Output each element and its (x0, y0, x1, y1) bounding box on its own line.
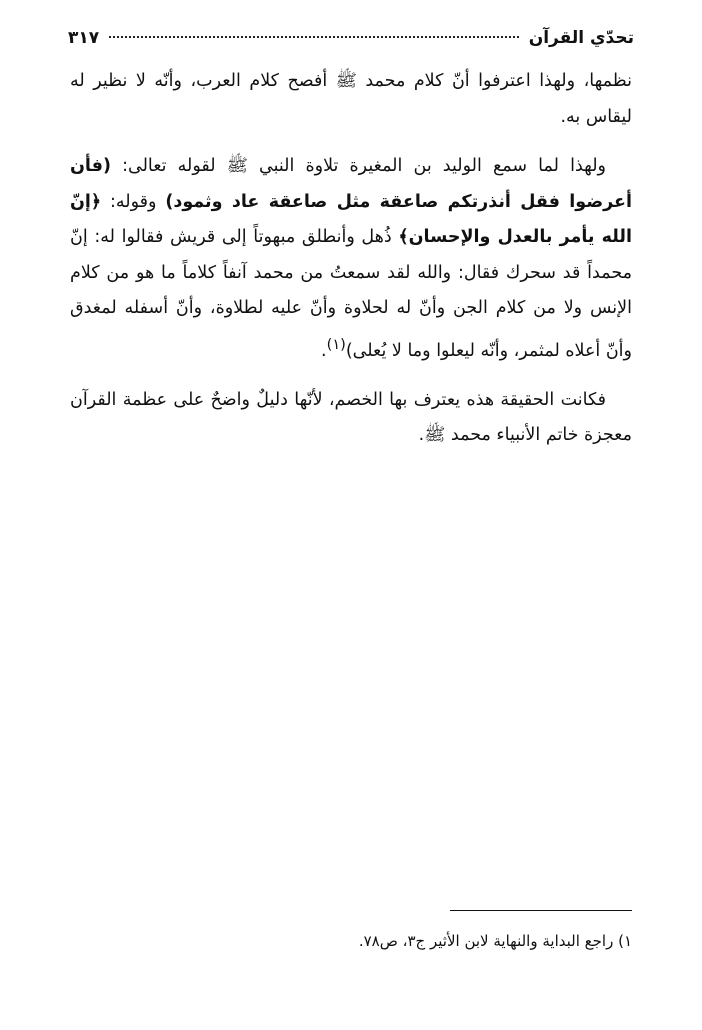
paragraph-2 (70, 149, 632, 369)
running-header (68, 28, 634, 48)
paragraph-3: فكانت الحقيقة هذه يعترف بها الخصم، لأنّها دليلٌ واضحٌ على عظمة القرآن معجزة خاتم الأنبياء محمد ﷺ. (70, 389, 632, 446)
header-title: تحدّي القرآن (528, 28, 634, 48)
footnote: ١) راجع البداية والنهاية لابن الأثير ج٣، ص٧٨. (358, 932, 632, 950)
footnote-reference: (١) (326, 335, 346, 353)
paragraph-2-end: . (321, 340, 327, 361)
paragraph-1: نظمها، ولهذا اعترفوا أنّ كلام محمد ﷺ أفصح كلام العرب، وأنّه لا نظير له ليقاس به. (70, 71, 632, 127)
paragraph-2-rest: ذُهل وأنطلق مبهوتاً إلى قريش فقالوا له: إنّ محمداً قد سحرك فقال: والله لقد سمعتُ من محمد آنفاً كلاماً ما هو من كلام الإنس ولا من كلام الجن وأنّ له لحلاوة وأنّ عليه لطلاوة، وأنّ أسفله لمغدق وأنّ أعلاه لمثمر، وأنّه ليعلوا وما لا يُعلى) (70, 227, 632, 361)
quran-verse-2: ﴿إنّ الله يأمر بالعدل والإحسان﴾ (70, 191, 632, 247)
header-dot-leader (109, 36, 519, 38)
paragraph-2-mid: وقوله: (101, 191, 166, 212)
paragraph-2-intro: ولهذا لما سمع الوليد بن المغيرة تلاوة النبي ﷺ لقوله تعالى: (110, 156, 606, 176)
footnote-separator (450, 910, 632, 911)
body-text (70, 64, 632, 454)
page-number: ٣١٧ (68, 28, 100, 48)
quran-verse-1: (فأن أعرضوا فقل أنذرتكم صاعقة مثل صاعقة عاد وثمود) (70, 156, 633, 212)
